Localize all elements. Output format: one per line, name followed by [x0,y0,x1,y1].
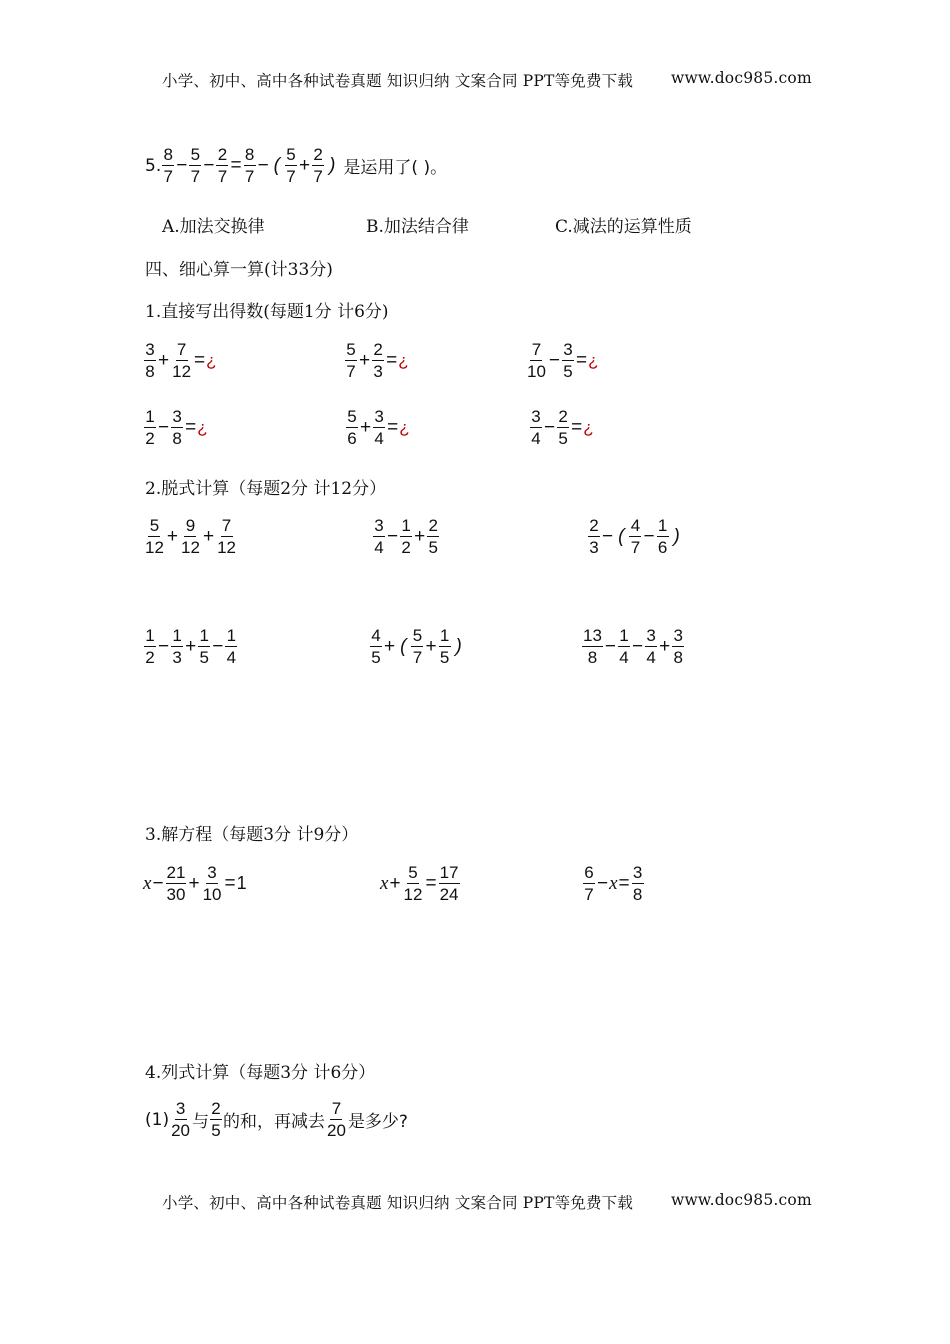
fraction [632,863,644,904]
fraction [285,145,297,186]
p1-item [344,340,409,381]
operator: − [176,154,188,176]
p3-equation [582,863,645,904]
numerator: 9 [185,516,196,535]
numerator: 7 [531,340,542,359]
fraction [370,626,382,667]
fraction [144,626,156,667]
denominator: 6 [347,429,357,448]
denominator: 6 [657,538,668,557]
answer-mark: ¿ [398,350,409,370]
numerator: 5 [286,145,296,164]
denominator: 10 [527,362,546,381]
fraction [171,340,192,381]
numerator: 2 [589,516,599,535]
denominator: 2 [401,538,411,557]
operator: − [387,525,399,547]
operator: = [224,872,236,894]
denominator: 5 [428,538,438,557]
footer-url: www.doc985.com [671,1191,812,1209]
fraction [439,863,460,904]
numerator: 1 [401,516,411,535]
denominator: 2 [145,429,155,448]
q5-number: 5. [145,155,162,176]
fraction [171,626,183,667]
operator: − [158,416,170,438]
operator: − [203,154,215,176]
fraction [225,626,237,667]
option-c: C.减法的运算性质 [555,217,692,237]
operator: − [632,635,644,657]
numerator: 5 [412,626,423,645]
denominator: 12 [145,538,164,557]
parenthesis: ) [673,525,680,547]
operator: + [359,349,371,371]
denominator: 7 [584,885,594,904]
operator: + [659,635,671,657]
numerator: 1 [199,626,209,645]
operator: = [571,416,583,438]
numerator: 5 [149,516,160,535]
fraction [144,407,156,448]
fraction [144,516,165,557]
denominator: 10 [202,885,222,904]
fraction [557,407,569,448]
p2-expression [369,626,466,667]
numerator: 7 [221,516,232,535]
numerator: 8 [163,145,173,164]
denominator: 8 [673,648,683,667]
header-url: www.doc985.com [671,69,812,87]
numerator: 1 [172,626,182,645]
denominator: 24 [439,885,459,904]
fraction [166,863,187,904]
p3-equation [380,863,461,904]
numerator: 1 [145,626,155,645]
operator: − [212,635,224,657]
operator: − [544,416,556,438]
denominator: 5 [211,1121,221,1140]
fraction [373,407,385,448]
denominator: 7 [630,538,641,557]
q5-expression [145,145,447,186]
denominator: 4 [619,648,629,667]
fraction [180,516,201,557]
fraction [427,516,439,557]
denominator: 7 [163,167,173,186]
fraction [244,145,256,186]
fraction [629,516,641,557]
p2-expression [143,626,238,667]
operator: + [188,872,200,894]
denominator: 20 [327,1121,346,1140]
p1-item [529,407,594,448]
parenthesis: ( [273,154,280,176]
option-b: B.加法结合律 [366,217,469,237]
operator: = [387,416,399,438]
section-title: 四、细心算一算(计33分) [145,260,333,280]
denominator: 3 [172,648,182,667]
variable: x [609,872,618,894]
numerator: 1 [226,626,237,645]
denominator: 4 [374,538,384,557]
variable: x [380,872,389,894]
operator: + [158,349,170,371]
denominator: 7 [346,362,356,381]
denominator: 7 [286,167,296,186]
fraction [189,145,201,186]
question-text: 是多少? [347,1112,408,1132]
denominator: 8 [172,429,182,448]
numerator: 3 [145,340,155,359]
operator: = [386,349,398,371]
fraction [312,145,324,186]
p1-item [143,407,208,448]
denominator: 8 [632,885,643,904]
numerator: 2 [373,340,383,359]
fraction [373,516,385,557]
operator: + [389,872,401,894]
part1-title: 1.直接写出得数(每题1分 计6分) [145,302,389,322]
numerator: 3 [632,863,643,882]
question-text: 的和，再减去 [223,1112,326,1132]
parenthesis: ( [618,525,625,547]
numerator: 3 [175,1099,186,1118]
fraction [582,626,603,667]
fraction [562,340,574,381]
answer-mark: ¿ [588,350,599,370]
fraction [672,626,684,667]
numerator: 6 [584,863,594,882]
operator: + [360,416,372,438]
operator: + [425,635,437,657]
operator: + [166,525,179,547]
p2-expression [143,516,238,557]
numerator: 7 [176,340,187,359]
numerator: 8 [244,145,255,164]
operator: − [643,525,655,547]
denominator: 20 [171,1121,191,1140]
denominator: 3 [589,538,599,557]
operator: = [230,154,242,176]
numerator: 1 [619,626,629,645]
p2-expression [581,626,685,667]
numerator: 3 [374,516,384,535]
numerator: 5 [346,340,356,359]
numerator: 1 [657,516,668,535]
operator: − [597,872,609,894]
p4-question-1 [145,1099,408,1140]
part3-title: 3.解方程（每题3分 计9分） [145,825,359,845]
denominator: 5 [558,429,568,448]
operator: = [425,872,437,894]
p1-item [143,340,217,381]
numerator: 2 [211,1099,221,1118]
footer-text: 小学、初中、高中各种试卷真题 知识归纳 文案合同 PPT等免费下载 [162,1194,634,1212]
operator: + [414,525,426,547]
denominator: 7 [217,167,228,186]
fraction [403,863,424,904]
denominator: 8 [145,362,155,381]
numerator: 5 [347,407,357,426]
equation-rhs: 1 [236,873,247,893]
numerator: 5 [190,145,201,164]
operator: = [618,872,630,894]
fraction [411,626,423,667]
fraction [657,516,669,557]
question-number: (1) [145,1109,170,1130]
denominator: 7 [244,167,255,186]
operator: = [185,416,197,438]
numerator: 2 [313,145,323,164]
numerator: 4 [371,626,381,645]
denominator: 3 [373,362,383,381]
numerator: 3 [646,626,656,645]
numerator: 4 [630,516,641,535]
fraction [345,340,357,381]
fraction [171,407,183,448]
p1-item [345,407,410,448]
denominator: 4 [226,648,237,667]
q5-suffix: 是运用了( )。 [343,158,448,178]
denominator: 12 [172,362,192,381]
numerator: 21 [166,863,186,882]
denominator: 8 [587,648,598,667]
denominator: 4 [531,429,541,448]
numerator: 7 [331,1099,342,1118]
numerator: 3 [563,340,573,359]
operator: − [158,635,170,657]
numerator: 3 [531,407,541,426]
numerator: 2 [558,407,568,426]
denominator: 12 [403,885,423,904]
fraction [588,516,600,557]
operator: − [548,349,561,371]
operator: + [185,635,197,657]
operator: − [602,525,614,547]
p2-expression [587,516,684,557]
denominator: 7 [412,648,423,667]
fraction [618,626,630,667]
fraction [162,145,174,186]
variable: x [143,872,152,894]
operator: − [257,154,269,176]
question-text: 与 [192,1112,210,1132]
fraction [526,340,547,381]
fraction [439,626,451,667]
fraction [530,407,542,448]
denominator: 30 [166,885,186,904]
numerator: 13 [583,626,602,645]
answer-mark: ¿ [206,350,217,370]
part2-title: 2.脱式计算（每题2分 计12分） [145,479,387,499]
numerator: 17 [439,863,459,882]
fraction [326,1099,347,1140]
denominator: 2 [145,648,155,667]
operator: − [152,872,164,894]
operator: = [576,349,588,371]
fraction [216,516,237,557]
parenthesis: ) [329,154,336,176]
answer-mark: ¿ [399,417,410,437]
operator: + [299,154,311,176]
numerator: 1 [439,626,450,645]
operator: − [604,635,617,657]
denominator: 12 [181,538,200,557]
numerator: 3 [207,863,217,882]
parenthesis: ( [400,635,407,657]
numerator: 2 [217,145,228,164]
p1-item [525,340,599,381]
numerator: 1 [145,407,155,426]
operator: = [194,349,206,371]
denominator: 5 [439,648,450,667]
p2-expression [372,516,440,557]
numerator: 2 [428,516,438,535]
denominator: 12 [217,538,236,557]
fraction [400,516,412,557]
numerator: 3 [172,407,182,426]
parenthesis: ) [455,635,462,657]
numerator: 3 [673,626,683,645]
answer-mark: ¿ [583,417,594,437]
operator: + [202,525,215,547]
header-text: 小学、初中、高中各种试卷真题 知识归纳 文案合同 PPT等免费下载 [162,72,634,90]
denominator: 5 [563,362,573,381]
numerator: 5 [408,863,418,882]
denominator: 4 [646,648,656,667]
denominator: 7 [313,167,323,186]
denominator: 5 [371,648,381,667]
fraction [170,1099,191,1140]
operator: + [384,635,396,657]
fraction [645,626,657,667]
p3-equation [143,863,247,904]
numerator: 3 [374,407,384,426]
answer-mark: ¿ [197,417,208,437]
fraction [372,340,384,381]
fraction [346,407,358,448]
denominator: 5 [199,648,209,667]
option-a: A.加法交换律 [162,217,265,237]
fraction [198,626,210,667]
fraction [216,145,228,186]
part4-title: 4.列式计算（每题3分 计6分） [145,1063,376,1083]
fraction [583,863,595,904]
fraction [210,1099,222,1140]
denominator: 7 [190,167,201,186]
fraction [144,340,156,381]
denominator: 4 [374,429,384,448]
fraction [202,863,223,904]
